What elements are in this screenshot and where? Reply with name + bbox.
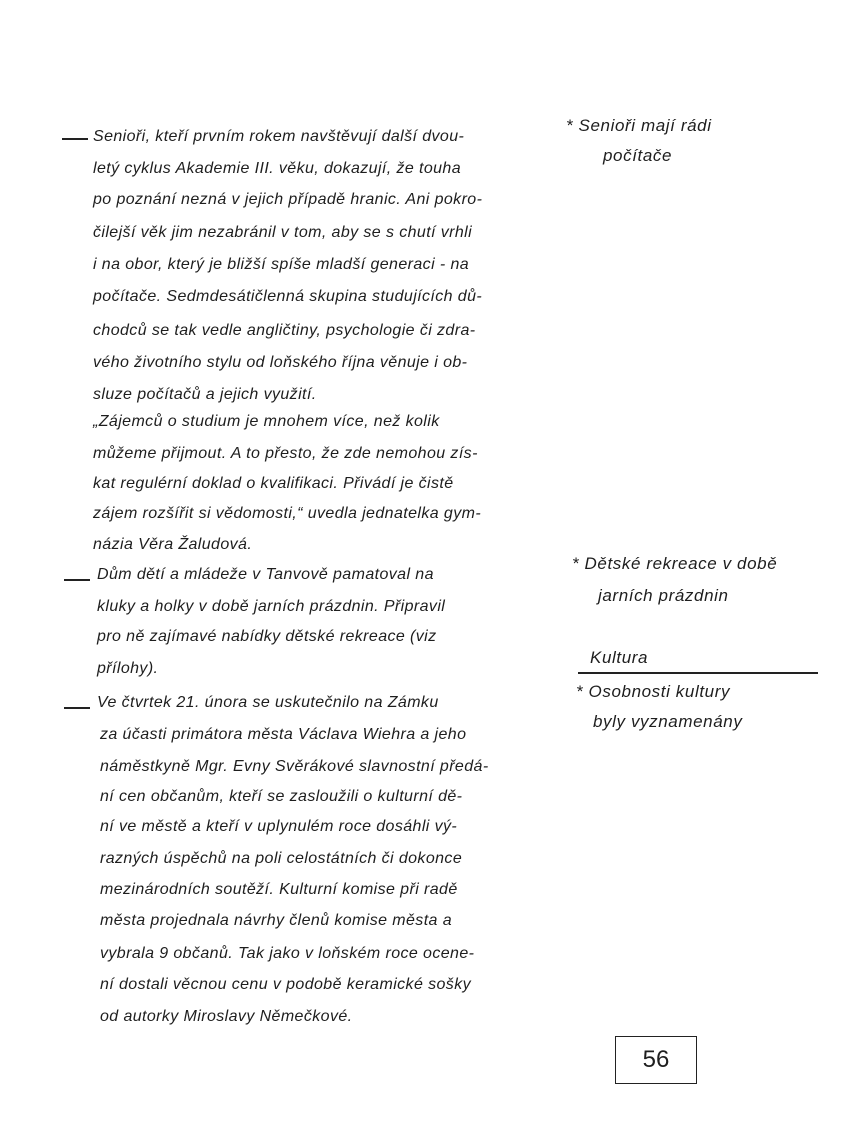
margin-note: * Dětské rekreace v době [572, 554, 778, 573]
entry-dash [64, 707, 90, 709]
text-line: počítače. Sedmdesátičlenná skupina studujících dů- [93, 288, 483, 305]
text-line: Senioři, kteří prvním rokem navštěvují další dvou- [93, 128, 465, 145]
margin-note: * Osobnosti kultury [576, 682, 731, 701]
text-line: mezinárodních soutěží. Kulturní komise při radě [100, 881, 458, 898]
text-line: „Zájemců o studium je mnohem více, než kolik [93, 413, 440, 430]
text-line: i na obor, který je bližší spíše mladší generaci - na [93, 256, 470, 273]
margin-note: byly vyznamenány [593, 712, 743, 731]
text-line: náměstkyně Mgr. Evny Svěrákové slavnostní předá- [100, 758, 489, 775]
page-number: 56 [642, 1046, 670, 1073]
text-line: za účasti primátora města Václava Wiehra a jeho [100, 726, 467, 743]
page-number-box [615, 1036, 697, 1084]
text-line: letý cyklus Akademie III. věku, dokazují, že touha [93, 160, 462, 177]
text-line: města projednala návrhy členů komise města a [100, 912, 452, 929]
section-heading: Kultura [590, 648, 649, 667]
entry-dash [64, 579, 90, 581]
text-line: od autorky Miroslavy Němečkové. [100, 1008, 353, 1025]
text-line: vybrala 9 občanů. Tak jako v loňském roce ocene- [100, 945, 475, 962]
text-line: po poznání nezná v jejich případě hranic. Ani pokro- [93, 191, 483, 208]
text-line: razných úspěchů na poli celostátních či dokonce [100, 850, 463, 867]
margin-note: počítače [603, 146, 673, 165]
entry-dash [62, 138, 88, 140]
text-line: pro ně zajímavé nabídky dětské rekreace (viz [97, 628, 437, 645]
text-line: kluky a holky v době jarních prázdnin. Připravil [97, 598, 446, 615]
text-line: Dům dětí a mládeže v Tanvově pamatoval na [97, 566, 434, 583]
text-line: zájem rozšířit si vědomosti,“ uvedla jednatelka gym- [93, 505, 482, 522]
text-line: ní ve městě a kteří v uplynulém roce dosáhli vý- [100, 818, 458, 835]
text-line: Ve čtvrtek 21. února se uskutečnilo na Zámku [97, 694, 439, 711]
section-heading-underline [578, 672, 818, 674]
margin-note: jarních prázdnin [598, 586, 729, 605]
text-line: sluze počítačů a jejich využití. [93, 386, 317, 403]
text-line: vého životního stylu od loňského října věnuje i ob- [93, 354, 468, 371]
margin-note: * Senioři mají rádi [566, 116, 712, 135]
text-line: přílohy). [97, 660, 159, 677]
text-line: ní cen občanům, kteří se zasloužili o kulturní dě- [100, 788, 463, 805]
text-line: čilejší věk jim nezabránil v tom, aby se s chutí vrhli [93, 224, 473, 241]
text-line: kat regulérní doklad o kvalifikaci. Přivádí je čistě [93, 475, 454, 492]
text-line: můžeme přijmout. A to přesto, že zde nemohou zís- [93, 445, 478, 462]
text-line: názia Věra Žaludová. [93, 536, 253, 553]
text-line: chodců se tak vedle angličtiny, psychologie či zdra- [93, 322, 476, 339]
text-line: ní dostali věcnou cenu v podobě keramické sošky [100, 976, 471, 993]
